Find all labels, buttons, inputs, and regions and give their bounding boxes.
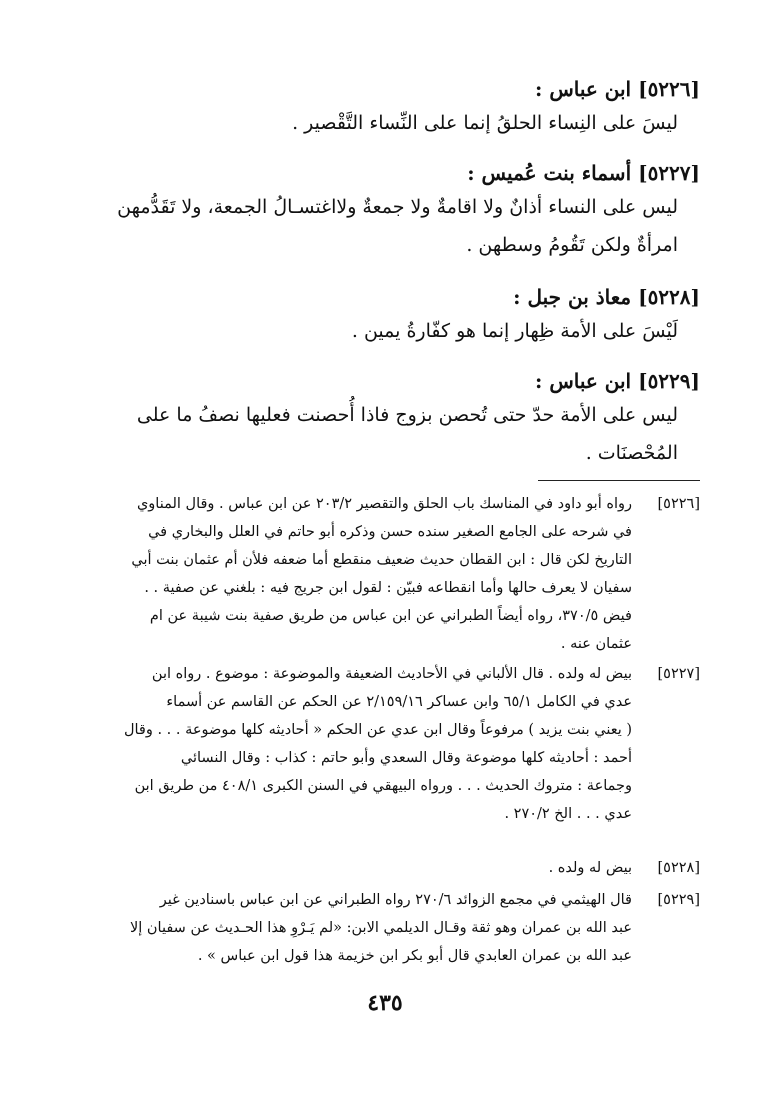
footnote-number: [٥٢٢٦] — [657, 496, 700, 512]
footnote-line: وجماعة : متروك الحديث . . . ورواه البيهقي في السنن الكبرى ٤٠٨/١ من طريق ابن — [134, 778, 632, 794]
entry-narrator: أسماء بنت عُميس : — [467, 161, 632, 185]
entry-narrator: معاذ بن جبل : — [513, 285, 632, 309]
entry-text — [86, 396, 700, 472]
footnote-line: قال الهيثمي في مجمع الزوائد ٢٧٠/٦ رواه الطبراني عن ابن عباس باسنادين غير — [159, 892, 632, 908]
footnote-line: بيض له ولده . — [548, 860, 632, 876]
footnote-5228 — [86, 854, 700, 882]
footnote-line: عثمان عنه . — [560, 636, 632, 652]
entry-number: [٥٢٢٦] — [638, 77, 700, 101]
footnote-5227 — [86, 660, 700, 828]
footnote-separator — [538, 480, 700, 481]
footnote-5226 — [86, 490, 700, 658]
footnote-line: فيض ٣٧٠/٥، رواه أيضاً الطبراني عن ابن عباس من طريق صفية بنت شيبة عن ام — [149, 608, 632, 624]
footnote-line: رواه أبو داود في المناسك باب الحلق والتقصير ٢٠٣/٢ عن ابن عباس . وقال المناوي — [136, 496, 632, 512]
footnote-line: أحمد : أحاديثه كلها موضوعة وقال السعدي وأبو حاتم : كذاب : وقال النسائي — [180, 750, 632, 766]
footnote-number: [٥٢٢٨] — [657, 860, 700, 876]
entry-line: لَيْسَ على الأمة ظِهار إنما هو كفّارةُ يمين . — [351, 320, 678, 342]
entry-number: [٥٢٢٩] — [638, 369, 700, 393]
entry-line: ليسَ على النِساء الحلقُ إنما على النِّساء التَّقْصير . — [292, 112, 678, 134]
entry-heading — [86, 74, 700, 104]
footnote-line: سفيان لا يعرف حالها وأما انقطاعه فبيّن : لقول ابن جريج فيه : بلغني عن صفية . . — [144, 580, 632, 596]
page-number: ٤٣٥ — [367, 990, 403, 1016]
entry-line: امرأةٌ ولكن تَقُومُ وسطهن . — [466, 234, 678, 256]
entry-number: [٥٢٢٨] — [638, 285, 700, 309]
entry-heading — [86, 282, 700, 312]
entry-narrator: ابن عباس : — [534, 369, 632, 393]
entry-5227 — [86, 158, 700, 264]
footnote-text — [86, 490, 632, 658]
footnote-text — [86, 886, 632, 970]
entry-text — [86, 104, 700, 142]
entry-5228 — [86, 282, 700, 350]
footnote-line: عدي . . . الخ ٢٧٠/٢ . — [504, 806, 632, 822]
footnote-line: عبد الله بن عمران العابدي قال أبو بكر ابن خزيمة هذا قول ابن عباس » . — [197, 948, 632, 964]
footnote-line: بيض له ولده . قال الألباني في الأحاديث الضعيفة والموضوعة : موضوع . رواه ابن — [151, 666, 632, 682]
footnote-5229 — [86, 886, 700, 970]
footnote-line: عدي في الكامل ٦٥/١ وابن عساكر ٢/١٥٩/١٦ عن الحكم عن القاسم عن أسماء — [166, 694, 632, 710]
entry-line: ليس على النساء أذانٌ ولا اقامةٌ ولا جمعةٌ ولااغتسـالُ الجمعة، ولا تَقَدُّمهن — [117, 196, 678, 218]
footnote-line: ( يعني بنت يزيد ) مرفوعاً وقال ابن عدي عن الحكم « أحاديثه كلها موضوعة . . . وقال — [123, 722, 632, 738]
entry-narrator: ابن عباس : — [534, 77, 632, 101]
entry-number: [٥٢٢٧] — [638, 161, 700, 185]
entry-line: المُحْصنَات . — [585, 442, 678, 464]
entry-text — [86, 188, 700, 264]
entry-heading — [86, 158, 700, 188]
footnote-text — [86, 854, 632, 882]
footnote-number: [٥٢٢٩] — [657, 892, 700, 908]
footnote-line: عبد الله بن عمران وهو ثقة وقـال الديلمي الابن: «لم يَـرْوِ هذا الحـديث عن سفيان إلا — [130, 920, 632, 936]
entry-heading — [86, 366, 700, 396]
entry-5226 — [86, 74, 700, 142]
footnote-number: [٥٢٢٧] — [657, 666, 700, 682]
entry-line: ليس على الأمة حدّ حتى تُحصن بزوج فاذا أُحصنت فعليها نصفُ ما على — [136, 404, 678, 426]
entry-5229 — [86, 366, 700, 472]
entry-text — [86, 312, 700, 350]
footnote-line: في شرحه على الجامع الصغير سنده حسن وذكره أبو حاتم في العلل والبخاري في — [148, 524, 632, 540]
footnote-text — [86, 660, 632, 828]
footnote-line: التاريخ لكن قال : ابن القطان حديث ضعيف منقطع أما ضعفه فلأن أم عثمان بنت أبي — [131, 552, 632, 568]
